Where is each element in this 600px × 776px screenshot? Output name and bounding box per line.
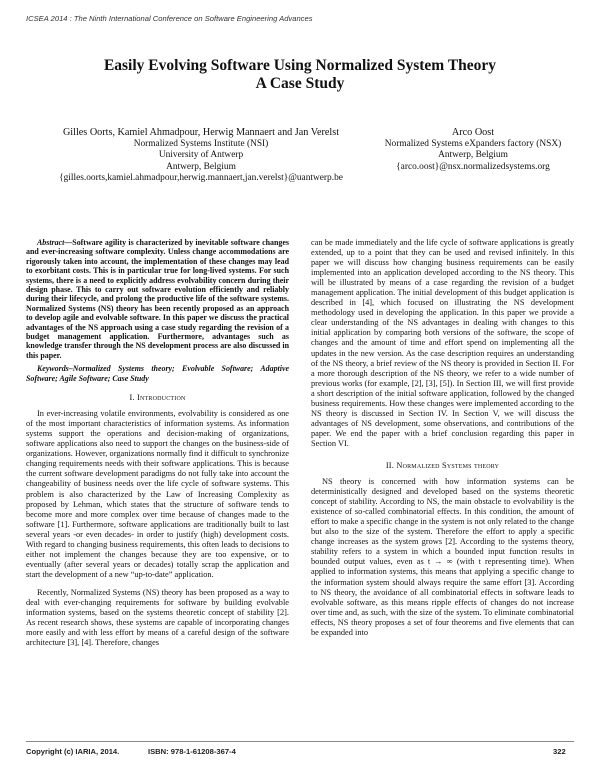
right-column <box>311 238 574 638</box>
abstract-text: —Software agility is characterized by inevitable software changes and ever-increasing software complexity. Unless change accommodations are rigorously taken into account, the implementation of these changes may lead to exorbitant costs. This is in particular true for long-lived systems. For such systems, there is a need to explicitly address evolvability concern during their design phase. This to carry out software evolution efficiently and reliably during their lifecycle, and prolong the productive life of the software systems. Normalized Systems (NS) theory has been recently proposed as an approach to develop agile and evolvable software. In this paper we discuss the practical advantages of the NS approach using a case study regarding the revision of a budget management application. Furthermore, advantages such as knowledge transfer through the NS development process are also discussed in this paper. <box>26 238 289 360</box>
section-heading: I. Introduction <box>129 393 186 403</box>
footer-isbn: ISBN: 978-1-61208-367-4 <box>148 747 236 756</box>
footer-divider <box>26 741 574 742</box>
left-column <box>26 238 289 648</box>
section-heading: II. Normalized Systems theory <box>385 460 500 470</box>
author-block-left <box>26 127 376 184</box>
author-email: {arco.oost}@nsx.normalizedsystems.org <box>396 161 550 172</box>
paragraph: Recently, Normalized Systems (NS) theory has been proposed as a way to deal with ever-changing requirements for software by building evolvable information systems, based on the systems theoretic concept of stability [2]. As recent research shows, these systems are capable of incorporating changes more easily and with less effort by means of a careful design of the software architecture [3], [4]. Therefore, changes <box>26 587 289 648</box>
page-number: 322 <box>553 747 566 756</box>
author-names: Gilles Oorts, Kamiel Ahmadpour, Herwig Mannaert and Jan Verelst <box>62 127 340 138</box>
author-city: Antwerp, Belgium <box>166 161 236 172</box>
author-city: Antwerp, Belgium <box>438 150 508 161</box>
abstract-label: Abstract <box>37 238 65 247</box>
author-company: Normalized Systems eXpanders factory (NSX) <box>384 139 562 149</box>
author-names: Arco Oost <box>451 127 495 138</box>
running-header: ICSEA 2014 : The Ninth International Conference on Software Engineering Advances <box>26 14 313 23</box>
abstract <box>26 238 289 360</box>
footer-copyright: Copyright (c) IARIA, 2014. <box>26 747 120 756</box>
author-institute: Normalized Systems Institute (NSI) <box>133 139 269 149</box>
paragraph: NS theory is concerned with how information systems can be deterministically designed and developed based on the systems theoretic concept of stability. According to NS, the main obstacle to evolvability is the existence of so-called combinatorial effects. In this condition, the amount of effort to make a specific change in the system is not only related to the change but also to the size of the system. Therefore the effort to apply a specific change increases as the system grows [2]. According to the systems theory, stability refers to a system in which a bounded input function results in bounded output values, even as t → ∞ (with t representing time). When applied to information systems, this means that applying a specific change to the information system should always require the same effort [3]. According to NS theory, the avoidance of all combinatorial effects in software leads to evolvable software, as this means ripple effects of changes do not increase over time and, as such, with the size of the system. To eliminate combinatorial effects, NS theory proposes a set of four theorems and five elements that can be expanded into <box>311 477 574 637</box>
paragraph: can be made immediately and the life cycle of software applications is greatly extended, up to a point that they can be used and revised infinitely. In this paper we will discuss how changing business requirements can be easily implemented into an application developed according to the NS theory. This will be illustrated by means of a case regarding the revision of a budget management application. The initial development of this budget application is described in [4], which focused on illustrating the NS development methodology used in developing the application. In this paper we provide a clear understanding of the NS advantages in dealing with changes to this initial application by comparing both versions of the software, the scope of changes and the amount of time and effort spend on implementing all the updates in the new version. As the case description requires an understanding of the NS theory, a brief review of the NS theory is provided in Section II. For a more thorough description of the NS theory, we refer to a wide number of previous works (for example, [2], [3], [5]). In Section III, we will first provide a short description of the initial software application, followed by the changed business requirements. How these changes were implemented according to the NS theory is discussed in Section IV. In Section V, we will discuss the advantages of NS development, some observations, and contributions of the paper. We end the paper with a brief conclusion regarding this paper in Section VI. <box>311 238 574 448</box>
paragraph: In ever-increasing volatile environments, evolvability is considered as one of the most important characteristics of information systems. As information systems support the operations and decision-making of organizations, software applications also need to support the changes on the business-side of organizations. However, organizations normally find it difficult to synchronize changing requirements needs with their software applications. This is because the current software development paradigms do not fully take into account the changeability of business needs over the life cycle of software systems. This problem is also characterized by the Law of Increasing Complexity as proposed by Lehman, which states that the structure of software tends to become more and more complex over time because of changes made to the software [1]. Furthermore, software applications are traditionally built to last several years -or even decades- in order to justify (high) development costs. With regard to changing business requirements, this often leads to decisions to either not implement the changes because they are too expensive, or to eventually (after several years or decades) totally scrap the application and start the development of a new “up-to-date” application. <box>26 409 289 579</box>
paper-subtitle: A Case Study <box>255 75 345 92</box>
paper-title: Easily Evolving Software Using Normalized System Theory <box>103 57 497 74</box>
author-email: {gilles.oorts,kamiel.ahmadpour,herwig.mannaert,jan.verelst}@uantwerp.be <box>59 172 343 183</box>
author-university: University of Antwerp <box>158 150 244 161</box>
keywords: Keywords–Normalized Systems theory; Evolvable Software; Adaptive Software; Agile Software; Case Study <box>26 364 289 383</box>
author-block-right <box>360 127 586 173</box>
